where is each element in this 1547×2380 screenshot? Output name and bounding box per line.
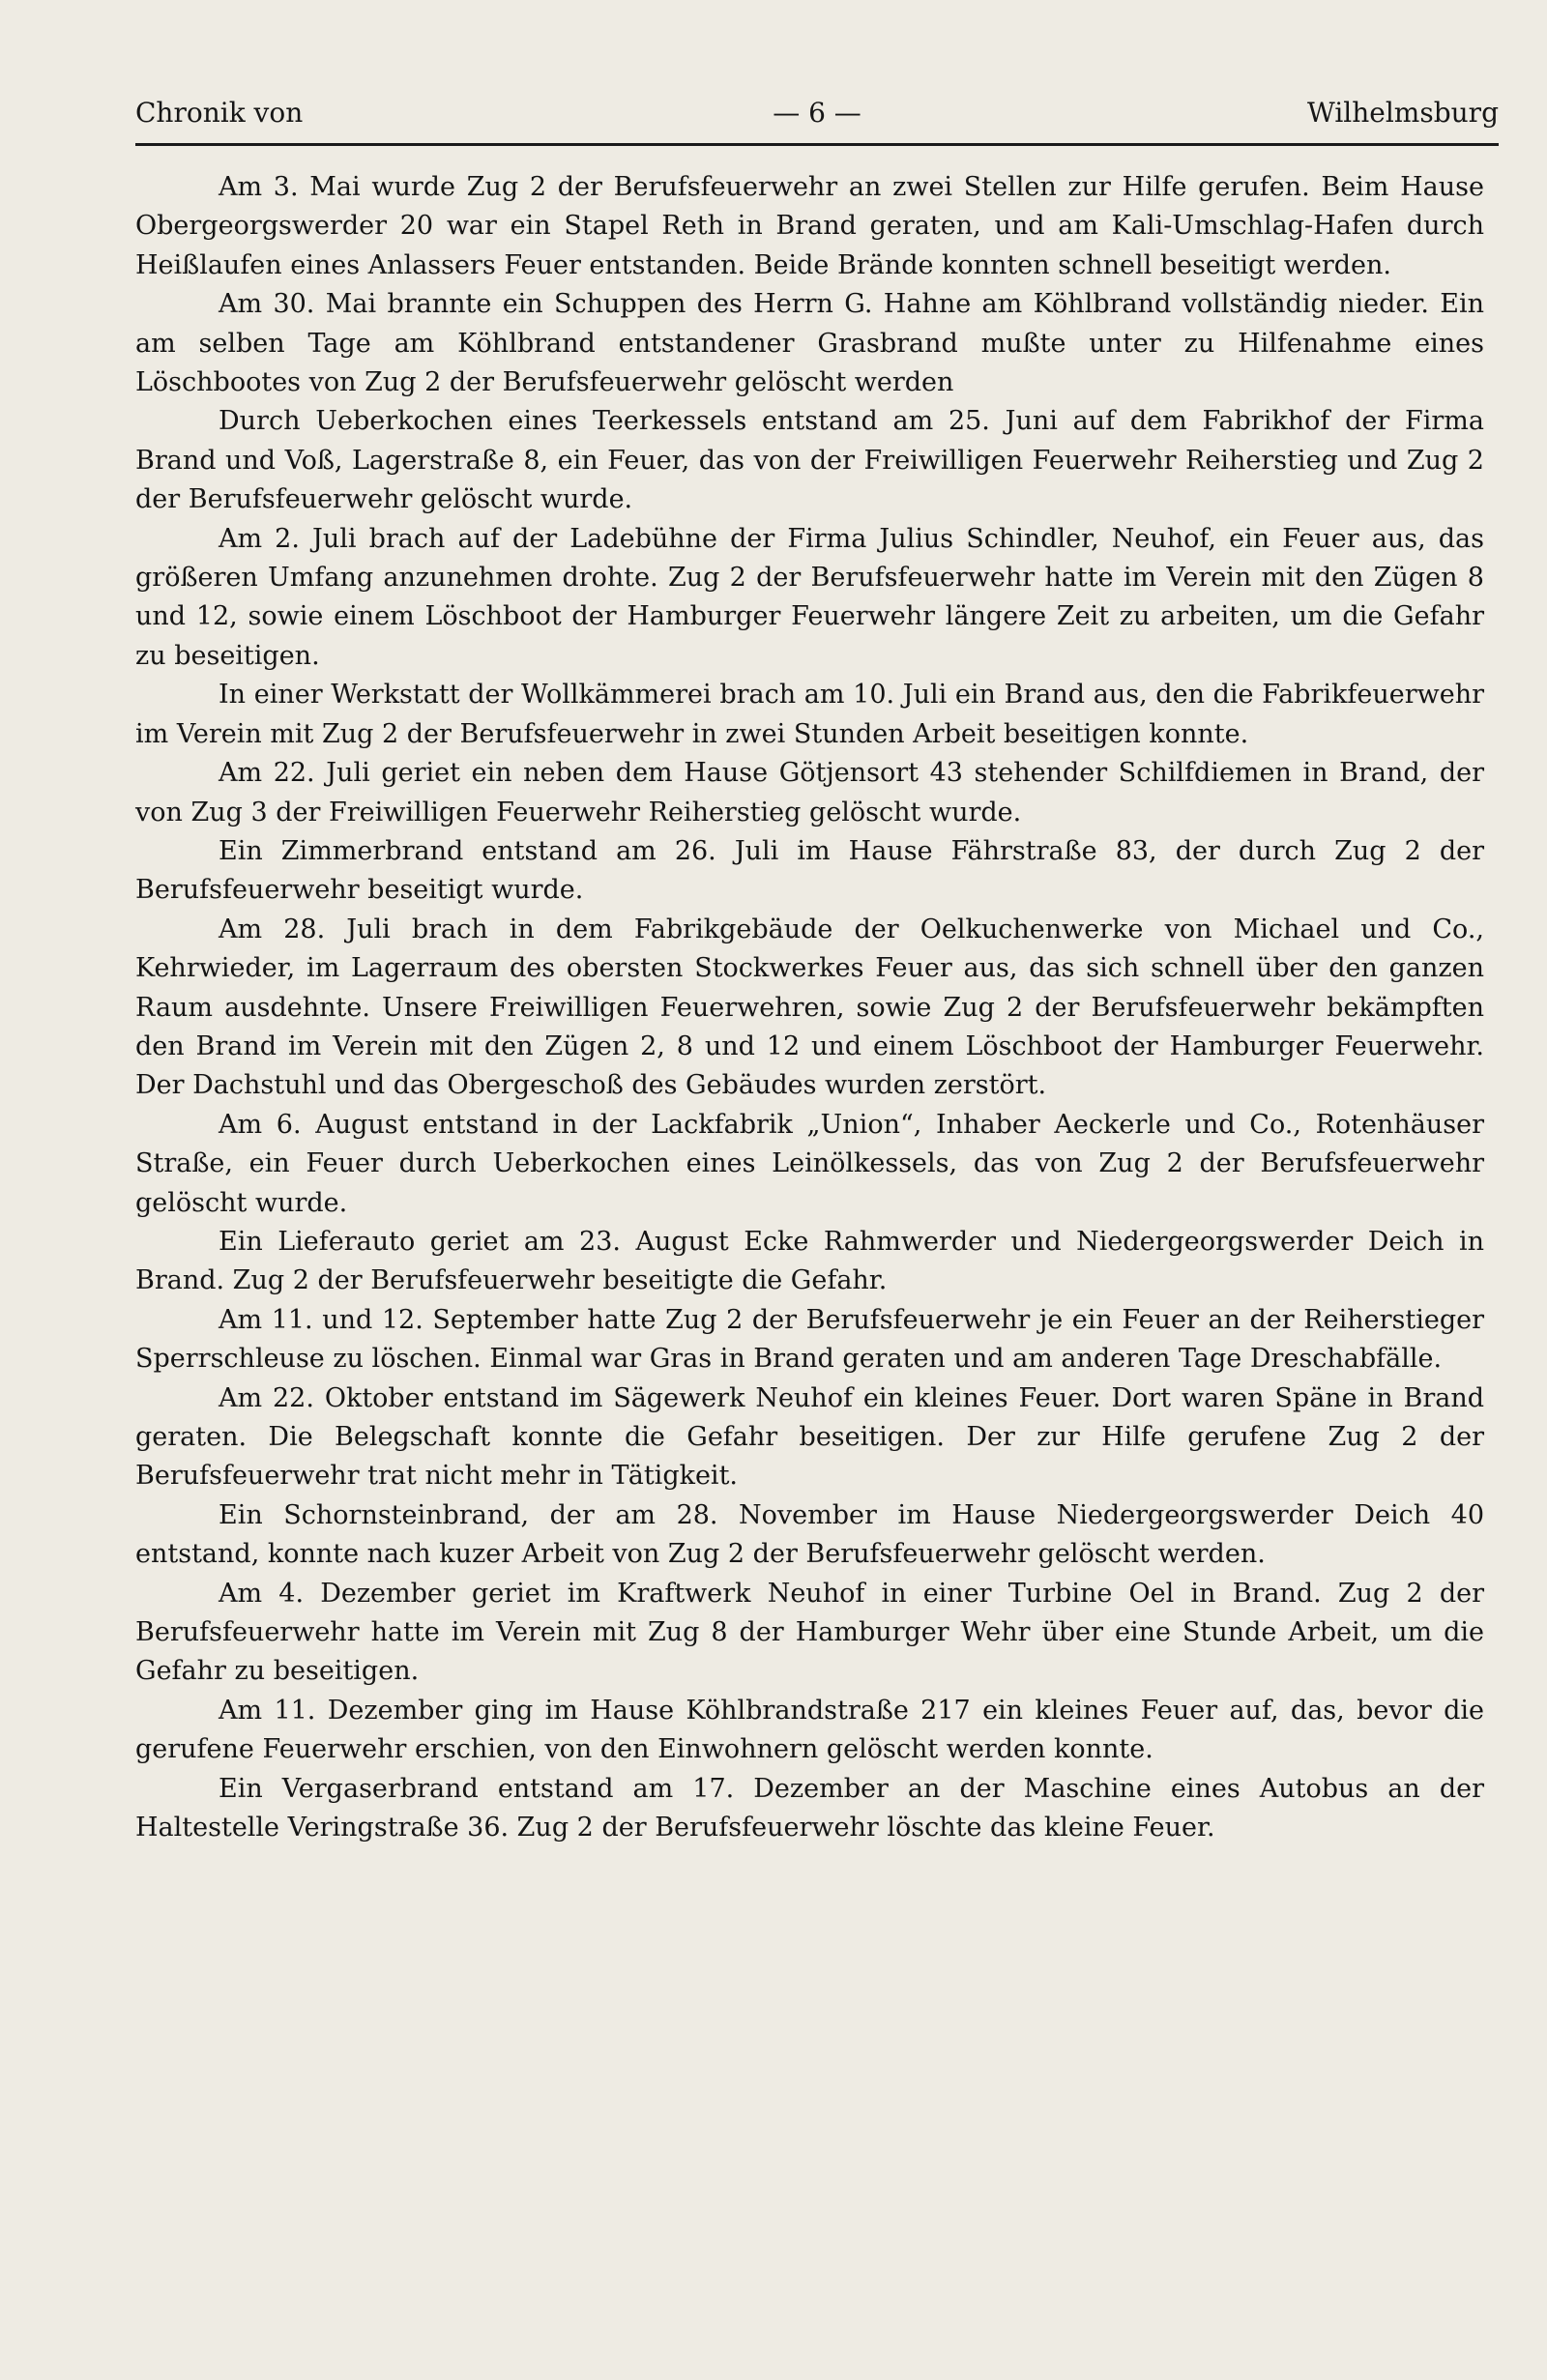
paragraph: Am 6. August entstand in der Lackfabrik „Union“, Inhaber Aeckerle und Co., Rotenhäuser Straße, ein Feuer durch Ueberkochen eines Leinölkessels, das von Zug 2 der Berufsfeuerwehr gelöscht wurde. bbox=[135, 1109, 1484, 1218]
paragraph: Am 2. Juli brach auf der Ladebühne der Firma Julius Schindler, Neuhof, ein Feuer aus, das größeren Umfang anzunehmen drohte. Zug 2 der Berufsfeuerwehr hatte im Verein mit den Zügen 8 und 12, sowie einem Löschboot der Hamburger Feuerwehr längere Zeit zu arbeiten, um die Gefahr zu beseitigen. bbox=[135, 523, 1484, 671]
page-header bbox=[135, 97, 1499, 145]
header-rule bbox=[135, 143, 1499, 146]
paragraph: Ein Vergaserbrand entstand am 17. Dezember an der Maschine eines Autobus an der Haltestelle Veringstraße 36. Zug 2 der Berufsfeuerwehr löschte das kleine Feuer. bbox=[135, 1773, 1484, 1843]
paragraph: Am 11. und 12. September hatte Zug 2 der Berufsfeuerwehr je ein Feuer an der Reiherstieger Sperrschleuse zu löschen. Einmal war Gras in Brand geraten und am anderen Tage Dreschabfälle. bbox=[135, 1304, 1484, 1375]
paragraph: Am 4. Dezember geriet im Kraftwerk Neuhof in einer Turbine Oel in Brand. Zug 2 der Berufsfeuerwehr hatte im Verein mit Zug 8 der Hamburger Wehr über eine Stunde Arbeit, um die Gefahr zu beseitigen. bbox=[135, 1578, 1484, 1687]
body-text bbox=[135, 168, 1484, 1847]
page-number: — 6 — bbox=[773, 97, 861, 129]
paragraph: Am 22. Oktober entstand im Sägewerk Neuhof ein kleines Feuer. Dort waren Späne in Brand geraten. Die Belegschaft konnte die Gefahr beseitigen. Der zur Hilfe gerufene Zug 2 der Berufsfeuerwehr trat nicht mehr in Tätigkeit. bbox=[135, 1382, 1484, 1492]
paragraph: Ein Zimmerbrand entstand am 26. Juli im Hause Fährstraße 83, der durch Zug 2 der Berufsfeuerwehr beseitigt wurde. bbox=[135, 835, 1484, 906]
paragraph: Am 30. Mai brannte ein Schuppen des Herrn G. Hahne am Köhlbrand vollständig nieder. Ein am selben Tage am Köhlbrand entstandener Grasbrand mußte unter zu Hilfenahme eines Löschbootes von Zug 2 der Berufsfeuerwehr gelöscht werden bbox=[135, 289, 1484, 398]
paragraph: Ein Schornsteinbrand, der am 28. November im Hause Niedergeorgswerder Deich 40 entstand, konnte nach kuzer Arbeit von Zug 2 der Berufsfeuerwehr gelöscht werden. bbox=[135, 1499, 1484, 1570]
paragraph: Ein Lieferauto geriet am 23. August Ecke Rahmwerder und Niedergeorgswerder Deich in Brand. Zug 2 der Berufsfeuerwehr beseitigte die Gefahr. bbox=[135, 1226, 1484, 1296]
paragraph: Durch Ueberkochen eines Teerkessels entstand am 25. Juni auf dem Fabrikhof der Firma Brand und Voß, Lagerstraße 8, ein Feuer, das von der Freiwilligen Feuerwehr Reiherstieg und Zug 2 der Berufsfeuerwehr gelöscht wurde. bbox=[135, 406, 1484, 515]
paragraph: In einer Werkstatt der Wollkämmerei brach am 10. Juli ein Brand aus, den die Fabrikfeuerwehr im Verein mit Zug 2 der Berufsfeuerwehr in zwei Stunden Arbeit beseitigen konnte. bbox=[135, 680, 1484, 749]
header-title-left: Chronik von bbox=[135, 97, 304, 129]
paragraph: Am 22. Juli geriet ein neben dem Hause Götjensort 43 stehender Schilfdiemen in Brand, der von Zug 3 der Freiwilligen Feuerwehr Reiherstieg gelöscht wurde. bbox=[135, 758, 1484, 827]
paragraph: Am 3. Mai wurde Zug 2 der Berufsfeuerwehr an zwei Stellen zur Hilfe gerufen. Beim Hause Obergeorgswerder 20 war ein Stapel Reth in Brand geraten, und am Kali-Umschlag-Hafen durch Heißlaufen eines Anlassers Feuer entstanden. Beide Brände konnten schnell beseitigt werden. bbox=[135, 172, 1484, 280]
header-title-right: Wilhelmsburg bbox=[1307, 97, 1499, 129]
paragraph: Am 28. Juli brach in dem Fabrikgebäude der Oelkuchenwerke von Michael und Co., Kehrwieder, im Lagerraum des obersten Stockwerkes Feuer aus, das sich schnell über den ganzen Raum ausdehnte. Unsere Freiwilligen Feuerwehren, sowie Zug 2 der Berufsfeuerwehr bekämpften den Brand im Verein mit den Zügen 2, 8 und 12 und einem Löschboot der Hamburger Feuerwehr. Der Dachstuhl und das Obergeschoß des Gebäudes wurden zerstört. bbox=[135, 914, 1484, 1101]
paragraph: Am 11. Dezember ging im Hause Köhlbrandstraße 217 ein kleines Feuer auf, das, bevor die gerufene Feuerwehr erschien, von den Einwohnern gelöscht werden konnte. bbox=[135, 1695, 1484, 1765]
